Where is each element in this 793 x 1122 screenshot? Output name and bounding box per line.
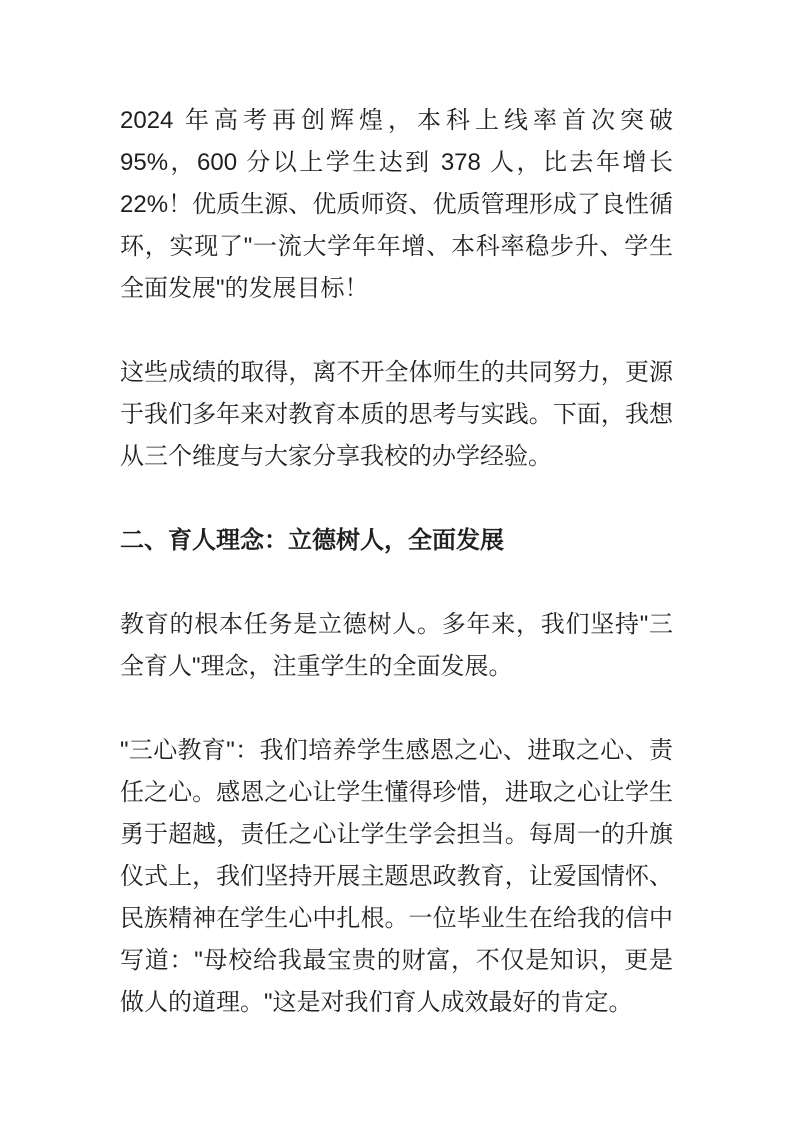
text-line: 全育人"理念，注重学生的全面发展。 [120, 653, 513, 680]
document-content [120, 100, 673, 1024]
text-line: 全面发展"的发展目标！ [120, 275, 369, 302]
text-line: 任之心。感恩之心让学生懂得珍惜，进取之心让学生 [120, 779, 673, 806]
text-line: 教育的根本任务是立德树人。多年来，我们坚持"三 [120, 611, 673, 638]
text-line: 22%！优质生源、优质师资、优质管理形成了良性循 [120, 191, 673, 218]
text-line: 民族精神在学生心中扎根。一位毕业生在给我的信中 [120, 905, 673, 932]
text-line: 95%，600 分以上学生达到 378 人，比去年增长 [120, 149, 673, 176]
paragraph [120, 730, 673, 1024]
text-line: "三心教育"：我们培养学生感恩之心、进取之心、责 [120, 737, 673, 764]
paragraph [120, 604, 673, 688]
text-line: 这些成绩的取得，离不开全体师生的共同努力，更源 [120, 359, 673, 386]
text-line: 做人的道理。"这是对我们育人成效最好的肯定。 [120, 989, 633, 1016]
paragraph [120, 352, 673, 478]
text-line: 勇于超越，责任之心让学生学会担当。每周一的升旗 [120, 821, 673, 848]
text-line: 从三个维度与大家分享我校的办学经验。 [120, 443, 552, 470]
text-line: 写道："母校给我最宝贵的财富，不仅是知识，更是 [120, 947, 673, 974]
text-line: 二、育人理念：立德树人，全面发展 [120, 527, 504, 554]
paragraph [120, 100, 673, 310]
text-line: 于我们多年来对教育本质的思考与实践。下面，我想 [120, 401, 673, 428]
section-heading [120, 520, 673, 562]
text-line: 2024 年高考再创辉煌，本科上线率首次突破 [120, 107, 673, 134]
text-line: 仪式上，我们坚持开展主题思政教育，让爱国情怀、 [120, 863, 673, 890]
text-line: 环，实现了"一流大学年年增、本科率稳步升、学生 [120, 233, 673, 260]
